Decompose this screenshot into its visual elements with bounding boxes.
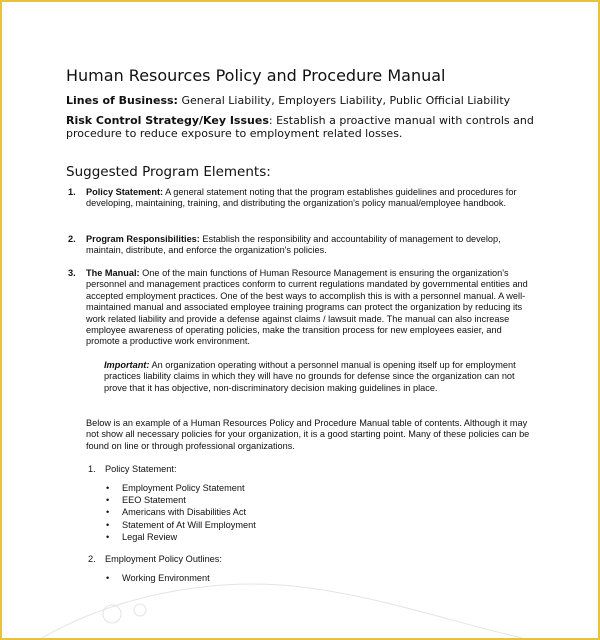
list-item-text: Employment Policy Statement xyxy=(122,483,245,493)
list-item xyxy=(106,531,256,543)
list-item xyxy=(106,572,210,584)
list-item-text: Legal Review xyxy=(122,531,178,542)
program-element-the-manual xyxy=(68,268,530,348)
toc-bullet-list xyxy=(106,572,210,584)
program-element-responsibilities xyxy=(68,234,530,257)
important-label: Important: xyxy=(104,360,150,370)
list-item-text: Working Environment xyxy=(122,573,210,583)
lines-of-business-text: General Liability, Employers Liability, Public Official Liability xyxy=(177,94,511,107)
bullet-icon: • xyxy=(106,483,110,493)
item-text: Establish the responsibility and accountability of management to develop, maintain, distribute, and enforce the organization's policies. xyxy=(86,234,501,256)
bullet-icon: • xyxy=(106,507,110,518)
toc-heading: Policy Statement: xyxy=(105,464,177,474)
bullet-icon: • xyxy=(106,573,110,583)
toc-intro-paragraph: Below is an example of a Human Resources Policy and Procedure Manual table of contents. Although it may not show all necessary policies for your organization, it is a good starting point. Many of these policies can be found on line or through professional organizations. xyxy=(86,418,530,451)
toc-heading: Employment Policy Outlines: xyxy=(105,554,222,564)
important-note xyxy=(104,360,534,394)
item-label: The Manual: xyxy=(86,268,140,278)
item-number: 1. xyxy=(68,187,76,197)
bullet-icon: • xyxy=(106,495,110,506)
suggested-program-elements-heading: Suggested Program Elements: xyxy=(66,164,271,180)
item-text: A general statement noting that the program establishes guidelines and procedures for developing, maintaining, training, and distributing the organization's policy manual/employee handbook. xyxy=(86,187,517,209)
list-item xyxy=(106,506,256,518)
item-number: 2. xyxy=(68,234,76,244)
toc-bullet-list xyxy=(106,482,256,543)
important-text: An organization operating without a personnel manual is opening itself up for employment practices liability claims in which they will have no grounds for defense since the organization can not prove that it has objective, non-discriminatory decision making guidelines in place. xyxy=(104,360,516,393)
toc-section-employment-policy-outlines xyxy=(88,554,222,565)
list-item xyxy=(106,482,256,494)
list-item xyxy=(106,494,256,506)
list-item-text: EEO Statement xyxy=(122,495,186,506)
lines-of-business-label: Lines of Business: xyxy=(66,94,178,107)
list-item-text: Statement of At Will Employment xyxy=(122,519,256,530)
bullet-icon: • xyxy=(106,531,110,542)
item-label: Policy Statement: xyxy=(86,187,164,197)
lines-of-business xyxy=(66,94,536,107)
list-item-text: Americans with Disabilities Act xyxy=(122,507,247,518)
document-title: Human Resources Policy and Procedure Manual xyxy=(66,66,446,85)
item-text: One of the main functions of Human Resource Management is ensuring the organization's personnel and management practices conform to current regulations mandated by governmental entities and accepted employment practices. One of the best ways to accomplish this is with a personnel manual. A well-maintained manual and associated employee training programs can protect the organization by reducing its work related liability and provide a defense against claims / lawsuit made. The manual can also increase employee awareness of operating policies, make the transition process for new employees easier, and promote a productive work environment. xyxy=(86,268,528,347)
bullet-icon: • xyxy=(106,519,110,530)
toc-number: 2. xyxy=(88,554,96,564)
toc-section-policy-statement xyxy=(88,464,177,475)
item-number: 3. xyxy=(68,268,76,278)
item-label: Program Responsibilities: xyxy=(86,234,200,244)
risk-control-label: Risk Control Strategy/Key Issues xyxy=(66,114,269,127)
program-element-policy-statement xyxy=(68,187,530,210)
document-page xyxy=(2,2,598,638)
risk-control-strategy xyxy=(66,114,536,140)
list-item xyxy=(106,519,256,531)
risk-control-text: : Establish a proactive manual with controls and procedure to reduce exposure to employment related losses. xyxy=(66,114,534,140)
toc-number: 1. xyxy=(88,464,96,474)
